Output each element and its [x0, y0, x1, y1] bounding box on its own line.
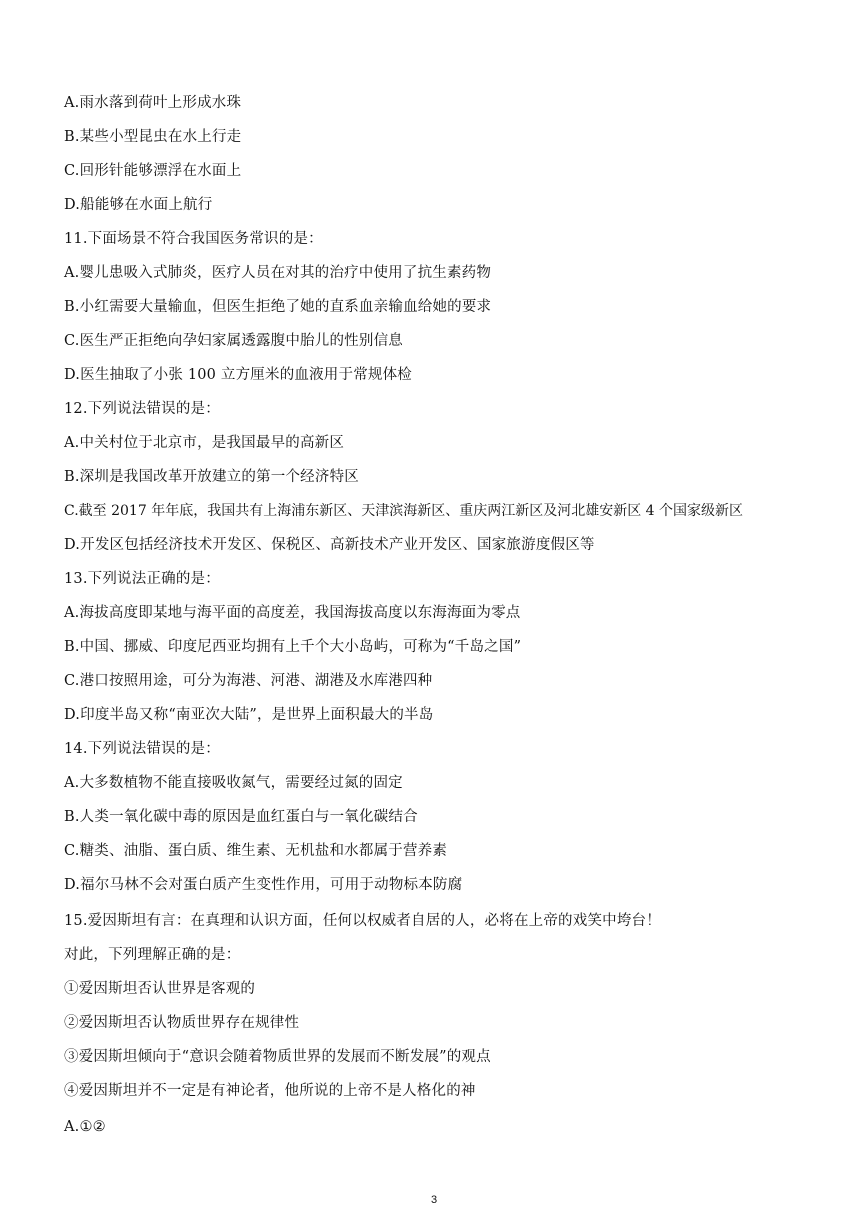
option-c-q12: C.截至 2017 年年底，我国共有上海浦东新区、天津滨海新区、重庆两江新区及河北雄安新区 4 个国家级新区 [64, 503, 743, 519]
option-b-q14: B.人类一氧化碳中毒的原因是血红蛋白与一氧化碳结合 [64, 809, 418, 825]
option-a-q12: A.中关村位于北京市，是我国最早的高新区 [64, 435, 345, 451]
question-15: 15.爱因斯坦有言：在真理和认识方面，任何以权威者自居的人，必将在上帝的戏笑中垮台！ [64, 913, 661, 929]
option-c-q11: C.医生严正拒绝向孕妇家属透露腹中胎儿的性别信息 [64, 333, 403, 349]
question-13: 13.下列说法正确的是： [64, 571, 220, 587]
statement-4: ④爱因斯坦并不一定是有神论者，他所说的上帝不是人格化的神 [64, 1083, 476, 1099]
option-b-q11: B.小红需要大量输血，但医生拒绝了她的直系血亲输血给她的要求 [64, 299, 492, 315]
option-d-q12: D.开发区包括经济技术开发区、保税区、高新技术产业开发区、国家旅游度假区等 [64, 537, 595, 553]
option-a-q14: A.大多数植物不能直接吸收氮气，需要经过氮的固定 [64, 775, 403, 791]
statement-3: ③爱因斯坦倾向于“意识会随着物质世界的发展而不断发展”的观点 [64, 1049, 491, 1065]
option-a-q13: A.海拔高度即某地与海平面的高度差，我国海拔高度以东海海面为零点 [64, 605, 521, 621]
question-12: 12.下列说法错误的是： [64, 401, 220, 417]
question-14: 14.下列说法错误的是： [64, 741, 220, 757]
page-number: 3 [430, 1194, 438, 1206]
option-c-q14: C.糖类、油脂、蛋白质、维生素、无机盐和水都属于营养素 [64, 843, 448, 859]
question-11: 11.下面场景不符合我国医务常识的是： [64, 231, 323, 247]
option-b-q12: B.深圳是我国改革开放建立的第一个经济特区 [64, 469, 359, 485]
option-a-q15: A.①② [64, 1119, 106, 1135]
option-b-q10: B.某些小型昆虫在水上行走 [64, 129, 242, 145]
option-c-q13: C.港口按照用途，可分为海港、河港、湖港及水库港四种 [64, 673, 433, 689]
option-b-q13: B.中国、挪威、印度尼西亚均拥有上千个大小岛屿，可称为“千岛之国” [64, 639, 522, 655]
option-d-q11: D.医生抽取了小张 100 立方厘米的血液用于常规体检 [64, 367, 413, 383]
question-15-prompt: 对此，下列理解正确的是： [64, 947, 241, 963]
option-a-q11: A.婴儿患吸入式肺炎，医疗人员在对其的治疗中使用了抗生素药物 [64, 265, 492, 281]
statement-2: ②爱因斯坦否认物质世界存在规律性 [64, 1015, 300, 1031]
option-c-q10: C.回形针能够漂浮在水面上 [64, 163, 242, 179]
option-a-q10: A.雨水落到荷叶上形成水珠 [64, 95, 242, 111]
option-d-q13: D.印度半岛又称“南亚次大陆”，是世界上面积最大的半岛 [64, 707, 434, 723]
statement-1: ①爱因斯坦否认世界是客观的 [64, 981, 256, 997]
option-d-q10: D.船能够在水面上航行 [64, 197, 213, 213]
option-d-q14: D.福尔马林不会对蛋白质产生变性作用，可用于动物标本防腐 [64, 877, 463, 893]
